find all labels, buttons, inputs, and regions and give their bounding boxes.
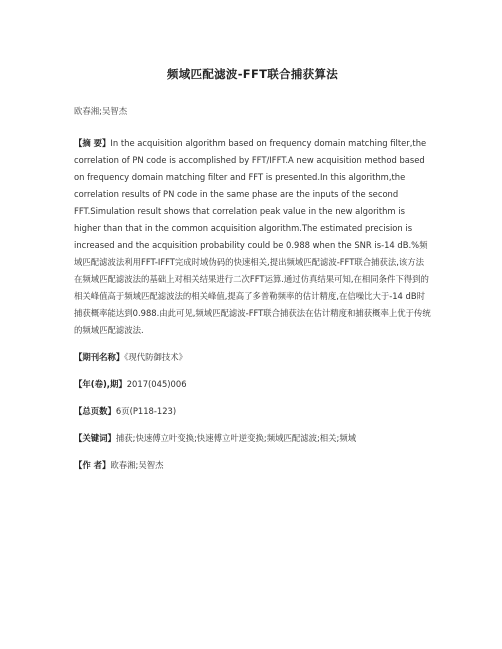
year-issue-field: [74, 378, 431, 390]
abstract-block: [74, 135, 431, 339]
keywords-label: 【关键词】: [74, 433, 116, 443]
document-title: 频域匹配滤波-FFT联合捕获算法: [166, 67, 339, 81]
journal-field: [74, 351, 431, 363]
author-line: 欧春湘;吴智杰: [74, 106, 128, 116]
pages-value: 6页(P118-123): [115, 406, 177, 416]
authors-label: 【作 者】: [74, 460, 111, 470]
year-issue-label: 【年(卷),期】: [74, 379, 127, 389]
abstract-english: In the acquisition algorithm based on frequency domain matching filter,the correlation of PN code is accomplished by FFT/IFFT.A new acquisition method based on frequency domain matching filter and FFT is presented.In this algorithm,the correlation results of PN code in the same phase are the inputs of the second FFT.Simulation result shows that correlation peak value in the new algorithm is higher than that in the common acquisition algorithm.The estimated precision is increased and the acquisition probability could be 0.988 when the SNR is-14 dB.: [74, 138, 427, 250]
journal-label: 【期刊名称】: [74, 352, 125, 362]
pages-field: [74, 405, 431, 417]
abstract-chinese: %频域匹配滤波法利用FFT-IFFT完成时域伪码的快速相关,提出频域匹配滤波-FFT联合捕获法,该方法在频域匹配滤波法的基础上对相关结果进行二次FFT运算.通过仿真结果可知,在相同条件下得到的相关峰值高于频域匹配滤波法的相关峰值,提高了多普勒频率的估计精度,在信噪比大于-14 dB时捕获概率能达到0.988.由此可见,频域匹配滤波-FFT联合捕获法在估计精度和捕获概率上优于传统的频域匹配滤波法.: [74, 240, 431, 335]
pages-label: 【总页数】: [74, 406, 116, 416]
keywords-field: [74, 432, 431, 444]
year-issue-value: 2017(045)006: [126, 379, 187, 389]
abstract-label: 【摘 要】: [74, 138, 111, 148]
authors-value: 欧春湘;吴智杰: [110, 460, 164, 470]
authors-field: [74, 459, 431, 471]
journal-value: 《现代防御技术》: [124, 352, 188, 362]
keywords-value: 捕获;快速傅立叶变换;快速傅立叶逆变换;频域匹配滤波;相关;频域: [115, 433, 357, 443]
